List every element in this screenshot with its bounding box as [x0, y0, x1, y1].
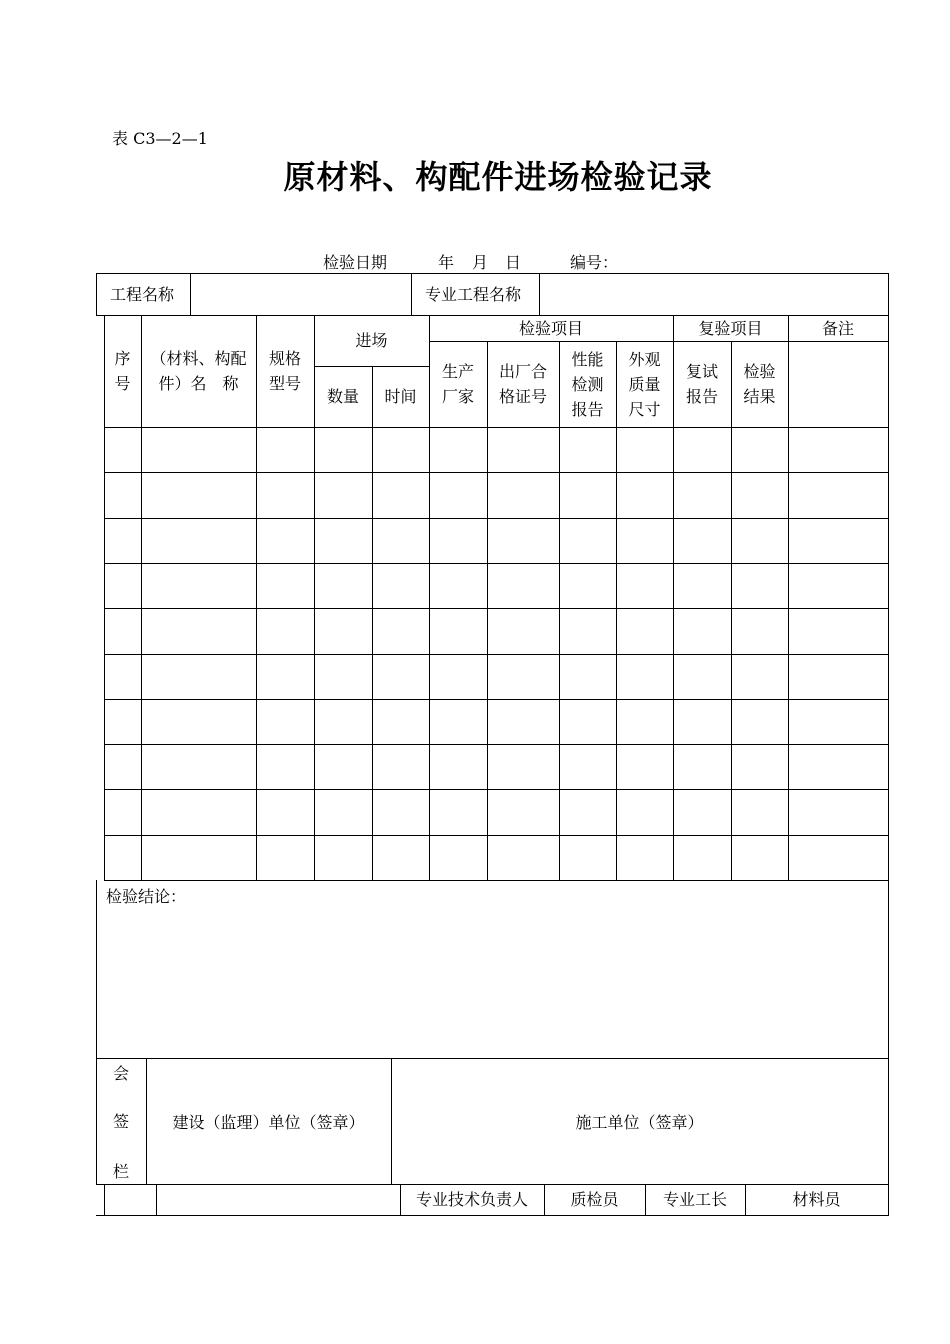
table-cell[interactable]: [673, 744, 731, 789]
table-cell[interactable]: [673, 835, 731, 880]
table-cell[interactable]: [314, 744, 372, 789]
table-cell[interactable]: [104, 835, 141, 880]
specialty-project-name-field[interactable]: [539, 273, 888, 315]
table-cell[interactable]: [256, 744, 314, 789]
table-cell[interactable]: [429, 427, 487, 472]
table-cell[interactable]: [487, 789, 559, 834]
table-cell[interactable]: [487, 835, 559, 880]
table-cell[interactable]: [372, 654, 429, 699]
table-cell[interactable]: [731, 518, 788, 563]
table-cell[interactable]: [731, 835, 788, 880]
table-cell[interactable]: [616, 608, 673, 653]
table-cell[interactable]: [673, 472, 731, 517]
table-cell[interactable]: [314, 654, 372, 699]
header-entry: 进场: [355, 331, 388, 350]
table-cell[interactable]: [372, 563, 429, 608]
table-cell[interactable]: [429, 654, 487, 699]
table-cell[interactable]: [314, 563, 372, 608]
table-cell[interactable]: [372, 789, 429, 834]
table-cell[interactable]: [256, 654, 314, 699]
table-cell[interactable]: [673, 563, 731, 608]
header-time: 时间: [384, 387, 417, 406]
project-name-field[interactable]: [190, 273, 411, 315]
table-cell[interactable]: [673, 427, 731, 472]
header-material-name: （材料、构配 件）名 称: [150, 349, 247, 393]
table-cell[interactable]: [487, 654, 559, 699]
row-line-9: [104, 880, 888, 881]
table-cell[interactable]: [104, 472, 141, 517]
table-cell[interactable]: [487, 744, 559, 789]
project-name-label: 工程名称: [110, 284, 175, 304]
header-factory-cert: 出厂合 格证号: [498, 362, 547, 406]
table-cell[interactable]: [141, 699, 256, 744]
table-cell[interactable]: [559, 608, 616, 653]
serial-number-label: 编号：: [570, 253, 619, 272]
table-cell[interactable]: [788, 518, 888, 563]
conclusion-label: 检验结论：: [106, 887, 187, 906]
table-cell[interactable]: [731, 789, 788, 834]
table-cell[interactable]: [559, 472, 616, 517]
table-cell[interactable]: [429, 518, 487, 563]
table-cell[interactable]: [429, 608, 487, 653]
header-spec-model: 规格 型号: [268, 349, 301, 393]
quality-inspector-label: 质检员: [570, 1190, 619, 1209]
header-retest-report: 复试 报告: [685, 362, 718, 406]
table-cell[interactable]: [429, 744, 487, 789]
table-cell[interactable]: [314, 699, 372, 744]
table-cell[interactable]: [372, 744, 429, 789]
table-cell[interactable]: [616, 563, 673, 608]
table-cell[interactable]: [788, 654, 888, 699]
table-cell[interactable]: [616, 835, 673, 880]
table-cell[interactable]: [314, 835, 372, 880]
table-cell[interactable]: [104, 744, 141, 789]
table-cell[interactable]: [256, 835, 314, 880]
table-cell[interactable]: [487, 699, 559, 744]
table-cell[interactable]: [559, 789, 616, 834]
signoff-label-1: 会: [112, 1063, 129, 1083]
table-cell[interactable]: [429, 789, 487, 834]
table-cell[interactable]: [673, 518, 731, 563]
table-cell[interactable]: [559, 654, 616, 699]
header-inspection-result: 检验 结果: [743, 362, 776, 406]
table-cell[interactable]: [487, 472, 559, 517]
table-cell[interactable]: [487, 608, 559, 653]
table-cell[interactable]: [372, 427, 429, 472]
supervision-sign-field-2[interactable]: [156, 1184, 400, 1215]
table-cell[interactable]: [141, 744, 256, 789]
table-cell[interactable]: [429, 835, 487, 880]
table-cell[interactable]: [731, 472, 788, 517]
table-cell[interactable]: [372, 518, 429, 563]
header-quantity: 数量: [326, 387, 359, 406]
table-cell[interactable]: [429, 699, 487, 744]
supervision-unit-label: 建设（监理）单位（签章）: [172, 1112, 365, 1132]
table-cell[interactable]: [788, 835, 888, 880]
table-cell[interactable]: [731, 699, 788, 744]
table-cell[interactable]: [673, 699, 731, 744]
table-cell[interactable]: [141, 835, 256, 880]
table-cell[interactable]: [616, 654, 673, 699]
table-cell[interactable]: [372, 835, 429, 880]
table-cell[interactable]: [372, 699, 429, 744]
header-appearance: 外观 质量 尺寸: [628, 349, 661, 419]
table-cell[interactable]: [256, 699, 314, 744]
table-cell[interactable]: [314, 518, 372, 563]
table-cell[interactable]: [104, 518, 141, 563]
table-cell[interactable]: [788, 563, 888, 608]
table-cell[interactable]: [731, 563, 788, 608]
table-cell[interactable]: [487, 518, 559, 563]
table-cell[interactable]: [141, 472, 256, 517]
table-cell[interactable]: [141, 654, 256, 699]
project-row-right-border: [888, 273, 889, 316]
table-cell[interactable]: [141, 608, 256, 653]
table-cell[interactable]: [104, 654, 141, 699]
table-cell[interactable]: [104, 563, 141, 608]
table-cell[interactable]: [731, 654, 788, 699]
table-cell[interactable]: [559, 563, 616, 608]
table-cell[interactable]: [559, 427, 616, 472]
table-cell[interactable]: [731, 608, 788, 653]
table-cell[interactable]: [372, 472, 429, 517]
table-cell[interactable]: [429, 563, 487, 608]
table-cell[interactable]: [731, 427, 788, 472]
signoff-label-2: 签: [112, 1111, 129, 1131]
table-cell[interactable]: [256, 427, 314, 472]
table-cell[interactable]: [487, 427, 559, 472]
table-cell[interactable]: [487, 563, 559, 608]
page-title: 原材料、构配件进场检验记录: [283, 158, 713, 196]
table-cell[interactable]: [731, 744, 788, 789]
table-cell[interactable]: [141, 518, 256, 563]
table-cell[interactable]: [559, 699, 616, 744]
conclusion-bottom-line: [96, 1058, 889, 1059]
table-cell[interactable]: [429, 472, 487, 517]
table-cell[interactable]: [788, 789, 888, 834]
conclusion-left-border: [96, 880, 97, 1185]
header-reinspection-items: 复验项目: [698, 318, 763, 338]
table-cell[interactable]: [788, 744, 888, 789]
table-cell[interactable]: [314, 427, 372, 472]
header-seq: 序 号: [114, 349, 131, 393]
construction-unit-label: 施工单位（签章）: [575, 1112, 704, 1132]
tech-lead-label: 专业技术负责人: [415, 1190, 528, 1209]
specialty-project-name-label: 专业工程名称: [425, 284, 522, 304]
table-cell[interactable]: [616, 744, 673, 789]
supervision-sign-field-1[interactable]: [104, 1184, 156, 1215]
header-performance-report: 性能 检测 报告: [571, 349, 604, 419]
table-cell[interactable]: [256, 518, 314, 563]
day-label: 日: [505, 253, 522, 272]
table-cell[interactable]: [673, 608, 731, 653]
header-inspection-items: 检验项目: [518, 318, 583, 338]
foreman-label: 专业工长: [662, 1190, 727, 1209]
table-cell[interactable]: [104, 608, 141, 653]
month-label: 月: [472, 253, 489, 272]
conclusion-field[interactable]: [104, 910, 884, 1050]
table-cell[interactable]: [616, 518, 673, 563]
material-officer-label: 材料员: [792, 1190, 841, 1209]
form-code: 表 C3—2—1: [112, 129, 208, 148]
table-cell[interactable]: [788, 472, 888, 517]
table-cell[interactable]: [559, 744, 616, 789]
table-cell[interactable]: [256, 563, 314, 608]
table-cell[interactable]: [256, 608, 314, 653]
table-cell[interactable]: [616, 699, 673, 744]
table-cell[interactable]: [616, 472, 673, 517]
table-cell[interactable]: [314, 608, 372, 653]
table-cell[interactable]: [559, 835, 616, 880]
table-cell[interactable]: [104, 789, 141, 834]
table-cell[interactable]: [616, 789, 673, 834]
table-cell[interactable]: [673, 789, 731, 834]
table-cell[interactable]: [559, 518, 616, 563]
table-cell[interactable]: [314, 472, 372, 517]
inspection-date-label: 检验日期: [323, 253, 388, 272]
table-cell[interactable]: [673, 654, 731, 699]
signoff-label-3: 栏: [112, 1161, 129, 1181]
table-cell[interactable]: [314, 789, 372, 834]
table-cell[interactable]: [141, 789, 256, 834]
table-right-border: [888, 315, 889, 1216]
header-manufacturer: 生产 厂家: [441, 362, 474, 406]
table-cell[interactable]: [256, 472, 314, 517]
table-cell[interactable]: [372, 608, 429, 653]
header-remarks: 备注: [821, 318, 854, 338]
table-cell[interactable]: [788, 427, 888, 472]
table-cell[interactable]: [104, 699, 141, 744]
table-cell[interactable]: [788, 699, 888, 744]
table-cell[interactable]: [141, 563, 256, 608]
table-cell[interactable]: [788, 608, 888, 653]
table-cell[interactable]: [616, 427, 673, 472]
table-cell[interactable]: [104, 427, 141, 472]
table-cell[interactable]: [256, 789, 314, 834]
year-label: 年: [438, 253, 455, 272]
signoff-bottom-line: [104, 1215, 889, 1216]
signoff-bottom-stub: [96, 1215, 104, 1216]
table-cell[interactable]: [141, 427, 256, 472]
